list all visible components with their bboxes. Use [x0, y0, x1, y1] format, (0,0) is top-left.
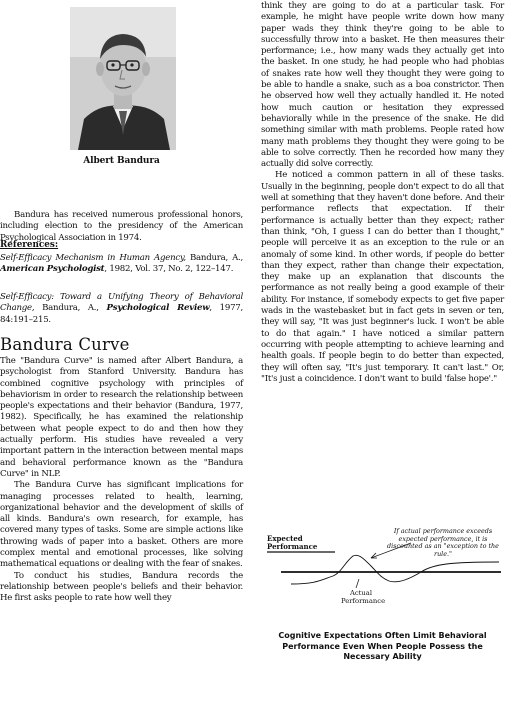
curve-graphic [261, 526, 504, 596]
note-pointer [371, 543, 411, 558]
reference-1 [0, 253, 243, 276]
bio-paragraph: Bandura has received numerous professional honors, including election to the presidency of the American Psychological Association in 1974. [0, 210, 243, 243]
portrait-illustration [70, 7, 176, 150]
body-paragraph: think they are going to do at a particular task. For example, he might have people write down how many paper wads they think they're going to be able to successfully throw into a basket. He then measures their performance; i.e., how many wads they actually get into the basket. In one study, he had people who had phobias of snakes rate how well they thought they were going to be able to handle a snake, such as a boa constrictor. Then he observed how well they actually handled it. He noted how much caution or hesitation they expressed behaviorally while in the presence of the snake. He did something similar with math problems. People rated how many math problems they thought they were going to be able to solve correctly. Then he recorded how many they actually did solve correctly. [261, 1, 504, 170]
portrait-photo [70, 7, 176, 150]
section-title: Bandura Curve [0, 335, 130, 354]
body-paragraph: He noticed a common pattern in all of these tasks. Usually in the beginning, people don't expect to do all that well at something that they haven't done before. And their performance reflects that expectation. If their performance is actually better than they expect; rather than think, "Oh, I guess I can do better than I thought," people will perceive it as an exception to the rule or an anomaly of some kind. In other words, if people do better than they expect, rather than change their expectation, they make up an explanation that discounts the performance as not really being a good example of their ability. For instance, if somebody expects to get five paper wads in the wastebasket but in fact gets in seven or ten, they will say, "It was just beginner's luck. I won't be able to do that again." I have noticed a similar pattern occurring with people attempting to achieve learning and health goals. If people begin to do better than expected, they will often say, "It's just temporary. It can't last." Or, "It's just a coincidence. I don't want to build 'false hope'." [261, 170, 504, 384]
bandura-curve-diagram [261, 526, 504, 626]
figure-caption: Cognitive Expectations Often Limit Behavioral Performance Even When People Possess the Necessary Ability [278, 631, 487, 662]
actual-performance-label: Actual Performance [341, 589, 386, 605]
body-paragraph: The Bandura Curve has significant implications for managing processes related to health, learning, organizational behavior and the development of skills of all kinds. Bandura's own research, for example, has covered many types of tasks. Some are simple actions like throwing wads of paper into a basket. Others are more complex mental and emotional processes, like solving mathematical equations or dealing with the fear of snakes. [0, 480, 243, 570]
expected-performance-label: Expected Performance [267, 534, 318, 551]
photo-caption: Albert Bandura [83, 156, 160, 166]
actual-performance-curve [291, 555, 499, 584]
right-body-text [261, 1, 504, 385]
reference-1-details: , 1982, Vol. 37, No. 2, 122–147. [104, 264, 234, 275]
left-body-text [0, 356, 243, 605]
reference-1-journal: American Psychologist [0, 264, 105, 275]
actual-pointer [356, 579, 359, 588]
reference-2-title: Self-Efficacy: Toward a Unifying Theory of Behavioral Change, [0, 292, 243, 314]
reference-2-details: , 1977, 84:191–215. [0, 303, 243, 325]
references-heading: References: [0, 240, 59, 250]
reference-2 [0, 292, 243, 326]
reference-1-title: Self-Efficacy Mechanism in Human Agency, [0, 253, 186, 263]
body-paragraph: The "Bandura Curve" is named after Albert Bandura, a psychologist from Stanford University. Bandura has combined cognitive psychology with principles of behaviorism in order to research the relationship between people's expectations and their behavior (Bandura, 1977, 1982). Specifically, he has examined the relationship between what people expect to do and then how they actually perform. His studies have revealed a very important pattern in the interaction between mental maps and behavioral performance known as the "Bandura Curve" in NLP. [0, 356, 243, 479]
discount-note: If actual performance exceeds expected performance, it is discounted as an "exception to the rule." [387, 527, 499, 558]
reference-2-journal: Psychological Review [106, 303, 210, 314]
reference-2-authors: Bandura, A., [34, 303, 107, 314]
body-paragraph: To conduct his studies, Bandura records the relationship between people's beliefs and their behavior. He first asks people to rate how well they [0, 570, 243, 604]
reference-1-authors: Bandura, A., [185, 253, 243, 263]
